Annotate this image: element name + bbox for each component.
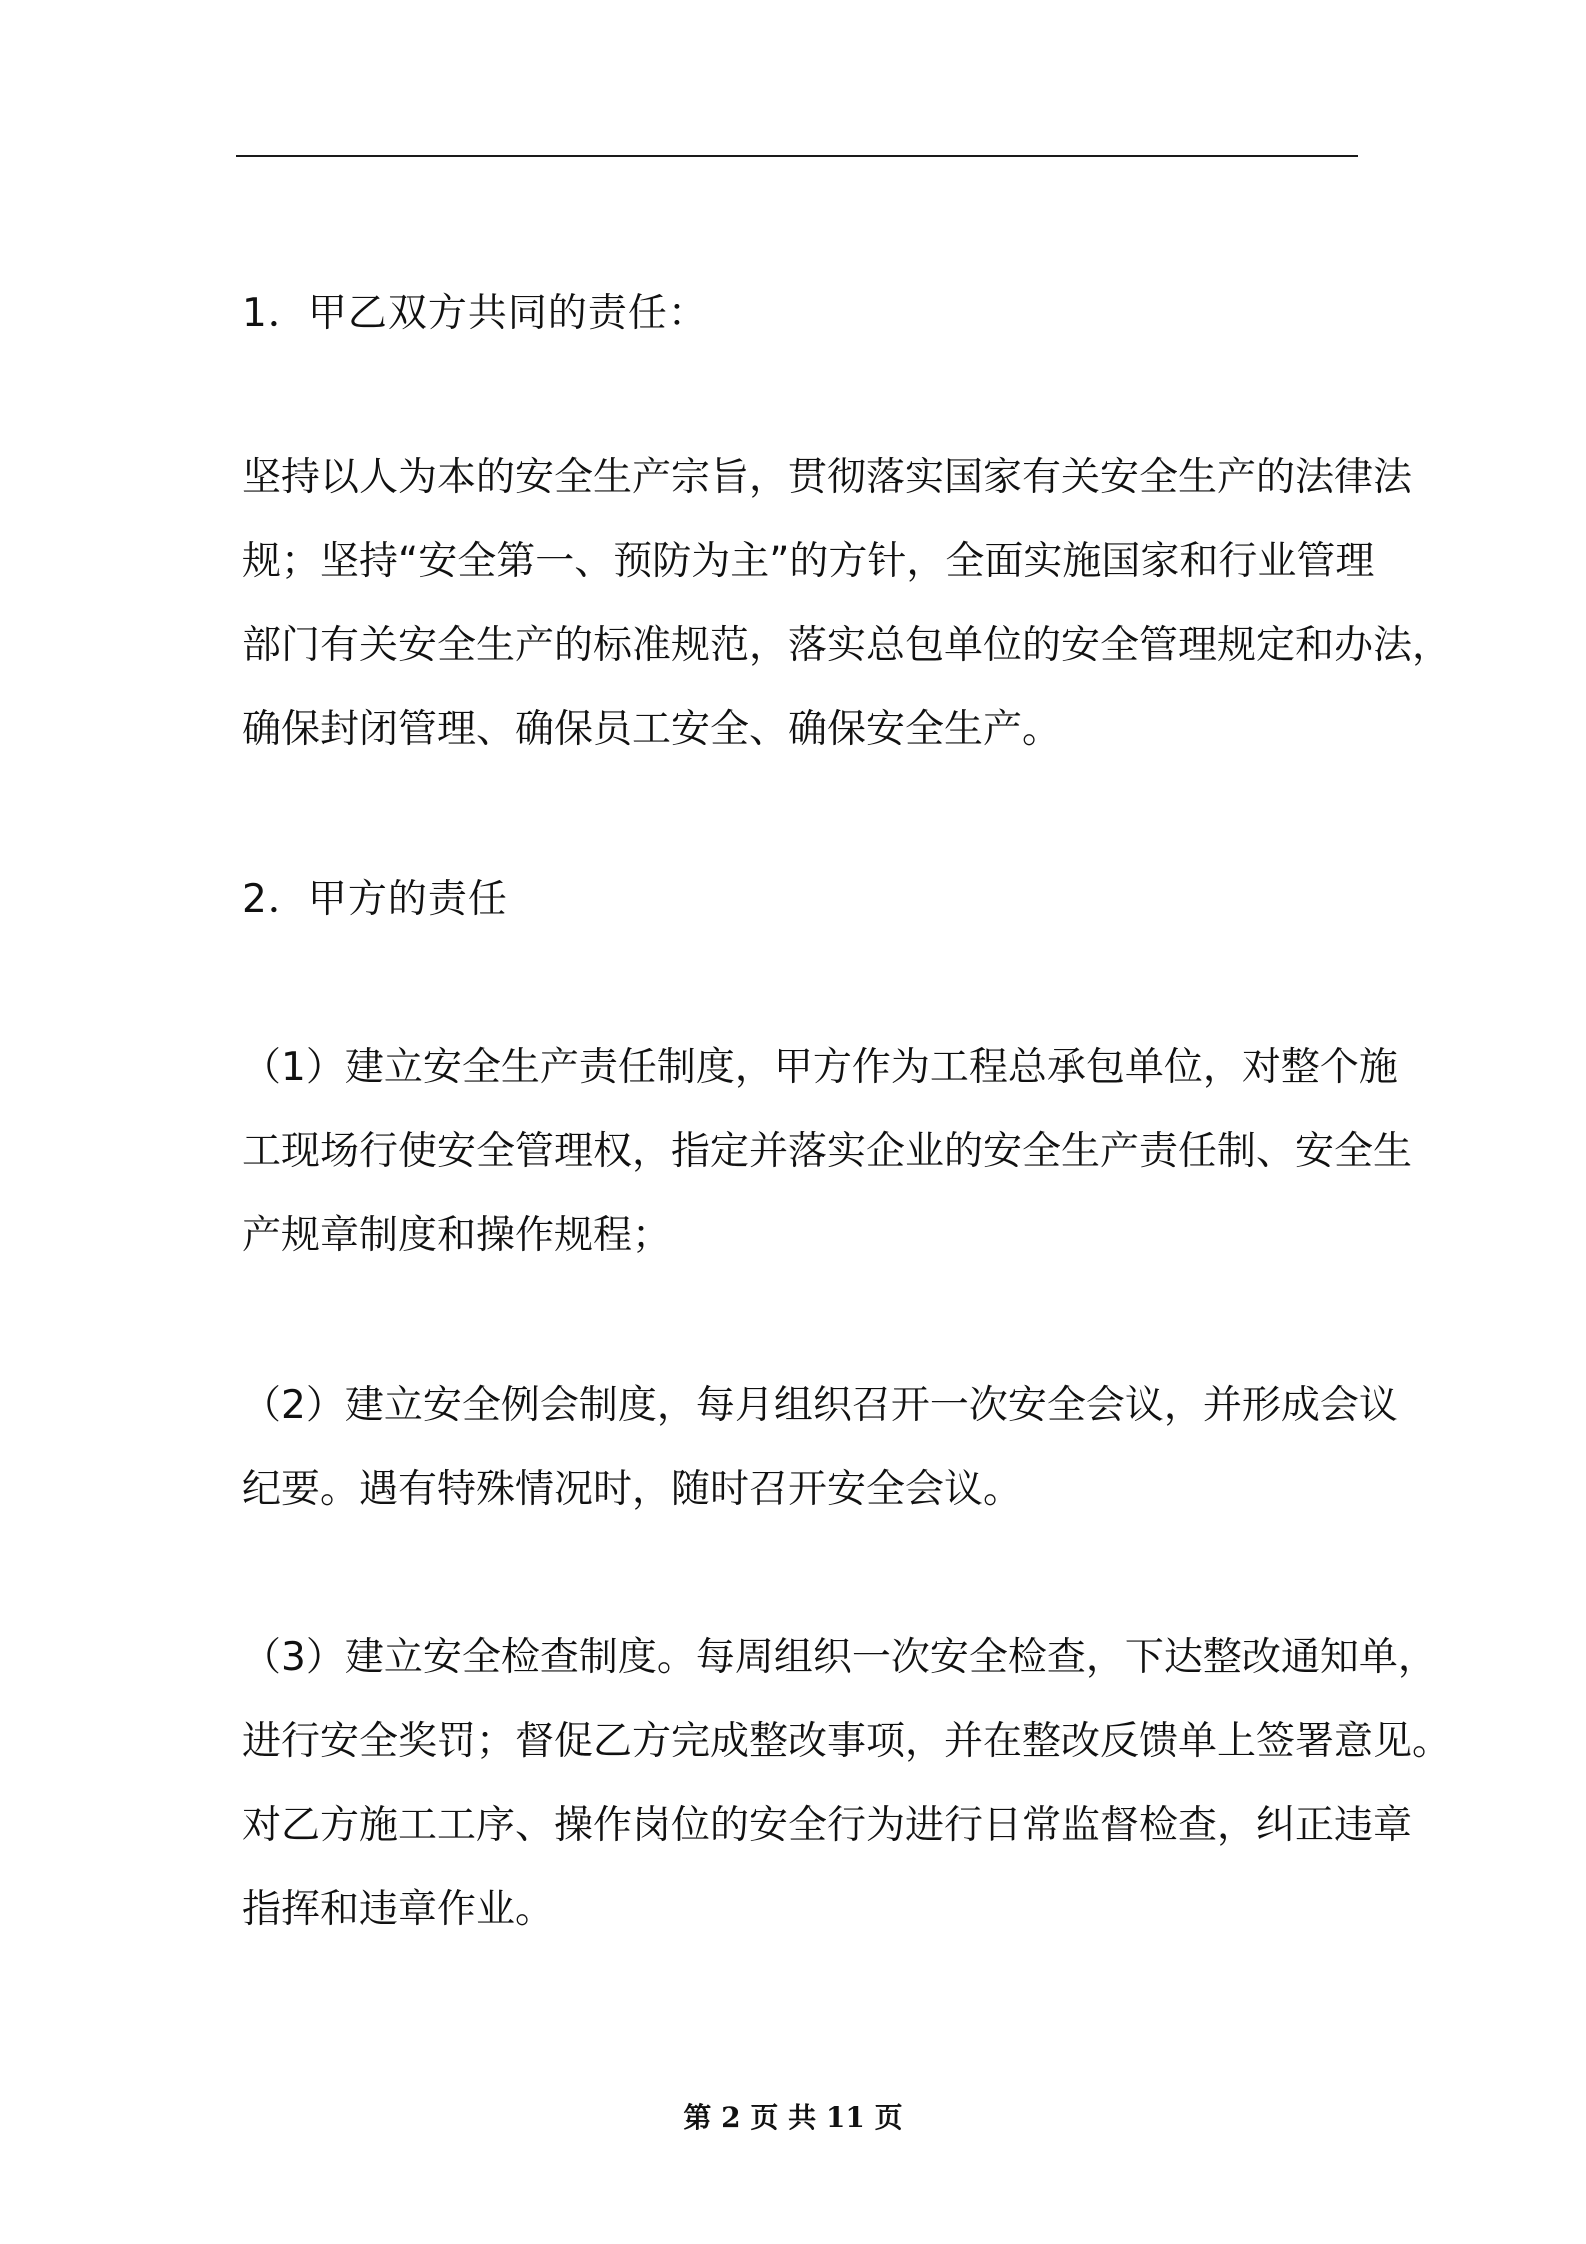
paragraph-line: 工现场行使安全管理权，指定并落实企业的安全生产责任制、安全生 (242, 1129, 1413, 1174)
section-heading-2 (242, 858, 1370, 942)
paragraph-line: 确保封闭管理、确保员工安全、确保安全生产。 (242, 707, 1062, 752)
paragraph-line: （3）建立安全检查制度。每周组织一次安全检查，下达整改通知单， (242, 1635, 1437, 1680)
paragraph-line: 纪要。遇有特殊情况时，随时召开安全会议。 (242, 1467, 1023, 1512)
paragraph-line: （2）建立安全例会制度，每月组织召开一次安全会议，并形成会议 (242, 1383, 1398, 1428)
list-item-1 (242, 1026, 1413, 1278)
page-number-footer: 第 2 页 共 11 页 (683, 2101, 903, 2134)
paragraph-line: 规；坚持“安全第一、预防为主”的方针，全面实施国家和行业管理 (242, 539, 1375, 584)
heading-text: 1．甲乙双方共同的责任： (242, 291, 708, 336)
paragraph-line: 产规章制度和操作规程； (242, 1213, 672, 1258)
section-heading-1 (242, 272, 1370, 356)
paragraph-line: 部门有关安全生产的标准规范，落实总包单位的安全管理规定和办法， (242, 623, 1452, 668)
header-divider (236, 155, 1358, 157)
paragraph-line: （1）建立安全生产责任制度，甲方作为工程总承包单位，对整个施 (242, 1045, 1398, 1090)
paragraph-line: 指挥和违章作业。 (242, 1887, 555, 1932)
heading-text: 2．甲方的责任 (242, 877, 508, 922)
list-item-2 (242, 1364, 1398, 1532)
paragraph-line: 对乙方施工工序、操作岗位的安全行为进行日常监督检查，纠正违章 (242, 1803, 1413, 1848)
paragraph-line: 进行安全奖罚；督促乙方完成整改事项，并在整改反馈单上签署意见。 (242, 1719, 1452, 1764)
paragraph-shared-responsibilities (242, 436, 1452, 772)
paragraph-line: 坚持以人为本的安全生产宗旨，贯彻落实国家有关安全生产的法律法 (242, 455, 1413, 500)
list-item-3 (242, 1616, 1452, 1952)
